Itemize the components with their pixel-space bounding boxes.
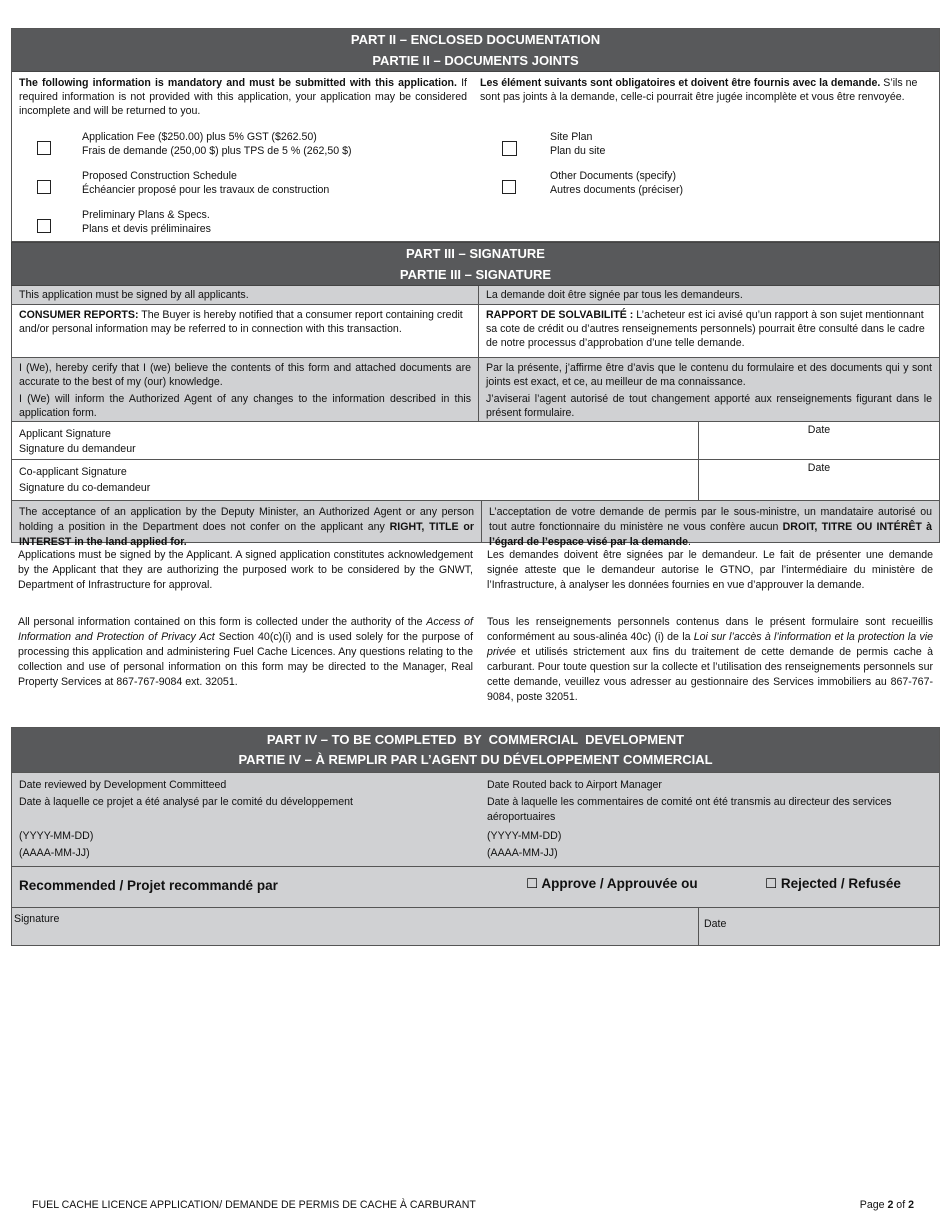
footer-page-number: Page 2 of 2 (859, 1199, 914, 1211)
part-2-section (11, 28, 940, 242)
signing-note-en: Applications must be signed by the Applicant. A signed application constitutes acknowledgement by the Applicant that they are authorizing the purposed work to be considered by the GNWT, Department of Infrastructure for approval. (18, 549, 473, 591)
approve-checkbox-icon[interactable]: ☐ (526, 876, 539, 892)
certify-fr: Par la présente, j’affirme être d’avis que le contenu du formulaire et des documents qui y sont joints est exact, et ce, au meilleur de ma connaissance. J’aviserai l’agent autorisé de tout changement apporté aux renseignements figurant dans le présent formulaire. (478, 358, 939, 421)
part-2-title-en: PART II – ENCLOSED DOCUMENTATION (350, 32, 601, 47)
part-3-title-fr: PARTIE III – SIGNATURE (399, 267, 552, 282)
recommended-label: Recommended / Projet recommandé par (19, 878, 278, 893)
part-4-title-en: PART IV – TO BE COMPLETED BY COMMERCIAL DEVELOPMENT (266, 732, 685, 747)
acceptance-notice-en: The acceptance of an application by the Deputy Minister, an Authorized Agent or any person holding a position in the Department does not confer on the applicant any RIGHT, TITLE or INTEREST in the land applied for. (12, 501, 481, 542)
applicant-date-field[interactable]: Date (698, 422, 939, 459)
must-sign-fr: La demande doit être signée par tous les demandeurs. (478, 286, 939, 304)
part-2-intro-en: The following information is mandatory and must be submitted with this application. If required information is not provided with this application, your application may be considered incomplete and will be returned to you. (19, 77, 467, 117)
part-4-title-fr: PARTIE IV – À REMPLIR PAR L’AGENT DU DÉVELOPPEMENT COMMERCIAL (238, 752, 713, 767)
site-plan-checkbox[interactable] (502, 141, 517, 156)
consumer-reports-en: CONSUMER REPORTS: The Buyer is hereby notified that a consumer report containing credit and/or personal information may be referred to in connection with this transaction. (19, 309, 463, 335)
part-4-section (11, 727, 940, 946)
part-4-date-field[interactable]: Date (698, 908, 939, 945)
preliminary-plans-checkbox[interactable] (37, 219, 51, 233)
footer-form-title: FUEL CACHE LICENCE APPLICATION/ DEMANDE DE PERMIS DE CACHE À CARBURANT (32, 1199, 476, 1211)
doc-item-application-fee: Application Fee ($250.00) plus 5% GST ($262.50) Frais de demande (250,00 $) plus TPS de 5 % (262,50 $) (82, 131, 352, 157)
part-3-title-en: PART III – SIGNATURE (406, 246, 545, 261)
other-documents-checkbox[interactable] (502, 180, 516, 194)
part-2-title-fr: PARTIE II – DOCUMENTS JOINTS (372, 53, 579, 68)
application-fee-checkbox[interactable] (37, 141, 51, 155)
date-reviewed-field[interactable]: Date reviewed by Development Committeed Date à laquelle ce projet a été analysé par le comité du développement (YYYY-MM-DD) (AAAA-MM-JJ) (19, 779, 353, 859)
rejected-checkbox-icon[interactable]: ☐ (765, 876, 778, 892)
part-3-header (11, 242, 940, 286)
part-2-header (12, 29, 939, 72)
part-2-intro-fr: Les élément suivants sont obligatoires et doivent être fournis avec la demande. S’ils ne sont pas joints à la demande, celle-ci pourrait être jugée incomplète et vous être renvoyée. (480, 77, 918, 103)
privacy-note-fr: Tous les renseignements personnels contenus dans le présent formulaire sont recueillis conformément au sous-alinéa 40c) (i) de la Loi sur l’accès à l’information et la protection la vie privée et utilisés strictement aux fins du traitement de cette demande de permis cache à carburant. Pour toute question sur la collecte et l’utilisation des renseignements personnels sur cette demande, veuillez vous adresser au gestionnaire des Services immobiliers au 867-767-9084, poste 32051. (487, 616, 933, 703)
coapplicant-date-field[interactable]: Date (698, 460, 939, 500)
part-4-signature-field[interactable]: Signature (14, 913, 60, 925)
date-routed-field[interactable]: Date Routed back to Airport Manager Date à laquelle les commentaires de comité ont été transmis au directeur des services aéroportuaires (YYYY-MM-DD) (AAAA-MM-JJ) (487, 779, 892, 859)
consumer-reports-fr: RAPPORT DE SOLVABILITÉ : L’acheteur est ici avisé qu’un rapport à son sujet mentionnant sa cote de crédit ou d’autres renseignements personnels) pourrait être consulté dans le cadre de notre processus d’approbation d’une telle demande. (478, 305, 939, 357)
acceptance-notice-fr: L’acceptation de votre demande de permis par le sous-ministre, un mandataire autorisé ou tout autre fonctionnaire du ministère ne vous confère aucun DROIT, TITRE OU INTÉRÊT à l’égard de l’espace visé par la demande. (481, 501, 939, 542)
applicant-signature-field[interactable]: Applicant Signature Signature du demandeur (19, 428, 136, 455)
doc-item-construction-schedule: Proposed Construction Schedule Échéancier proposé pour les travaux de construction (82, 170, 330, 196)
doc-item-preliminary-plans: Preliminary Plans & Specs. Plans et devis préliminaires (82, 209, 211, 235)
approve-option[interactable]: ☐ Approve / Approuvée ou (526, 876, 698, 892)
must-sign-en: This application must be signed by all applicants. (12, 286, 478, 304)
rejected-option[interactable]: ☐ Rejected / Refusée (765, 876, 901, 892)
coapplicant-signature-field[interactable]: Co-applicant Signature Signature du co-demandeur (19, 466, 151, 494)
part-4-header (12, 728, 939, 772)
doc-item-site-plan: Site Plan Plan du site (550, 131, 606, 157)
certify-en: I (We), hereby cerify that I (we) believe the contents of this form and attached documents are accurate to the best of my (our) knowledge. I (We) will inform the Authorized Agent of any changes to the information described in this application form. (12, 358, 478, 421)
doc-item-other-documents: Other Documents (specify) Autres documents (préciser) (550, 170, 684, 196)
privacy-note-en: All personal information contained on this form is collected under the authority of the Access of Information and Protection of Privacy Act Section 40(c)(i) and is used solely for the purpose of processing this application and administering Fuel Cache Licences. Any questions relating to the collection and use of personal information on this form may be directed to the Manager, Real Property Services at 867-767-9084 ext. 32051. (18, 616, 474, 688)
part-3-section (11, 242, 940, 703)
construction-schedule-checkbox[interactable] (37, 180, 51, 194)
signing-note-fr: Les demandes doivent être signées par le demandeur. Le fait de présenter une demande signée atteste que le demandeur autorise le GTNO, par l’intermédiaire du ministère de l’Infrastructure, à analyser les données fournies en vue d’approuver la demande. (487, 549, 933, 591)
